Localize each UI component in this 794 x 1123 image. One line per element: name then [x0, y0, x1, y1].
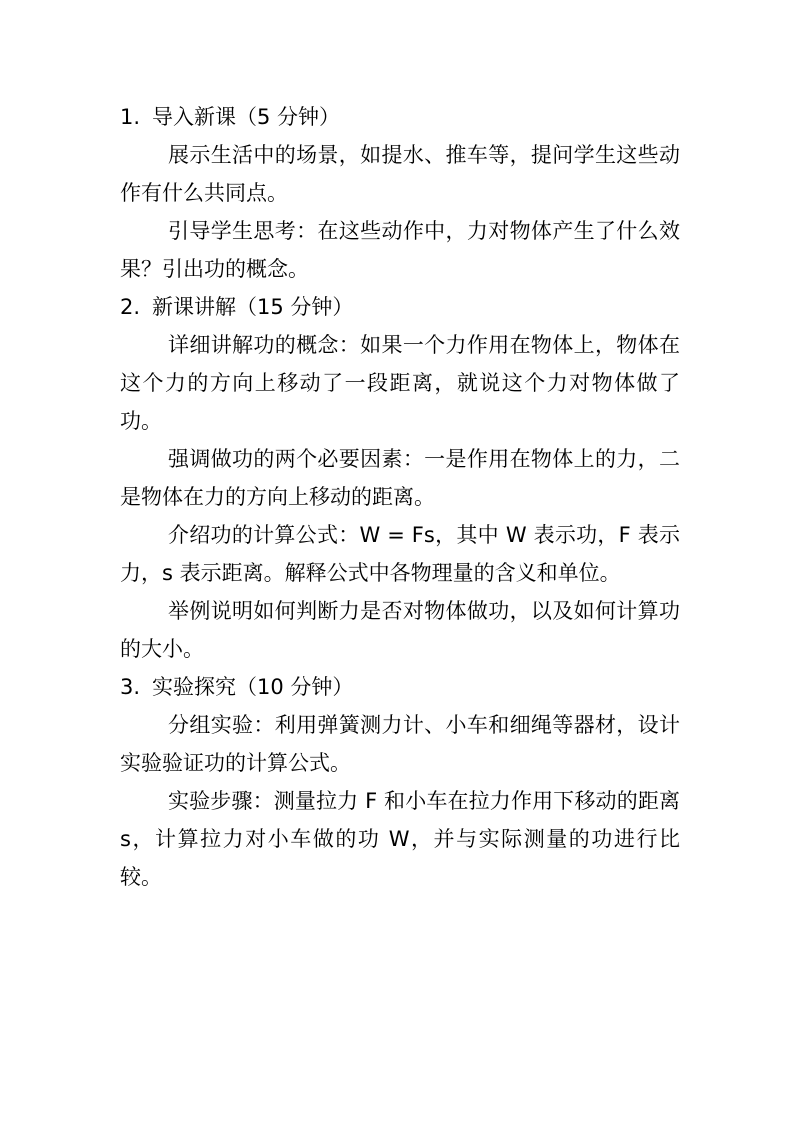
paragraph: 实验步骤：测量拉力 F 和小车在拉力作用下移动的距离 s，计算拉力对小车做的功 W，并与实际测量的功进行比较。 — [120, 789, 680, 889]
paragraph: 展示生活中的场景，如提水、推车等，提问学生这些动作有什么共同点。 — [120, 143, 680, 205]
document-body — [120, 98, 680, 896]
section-2 — [120, 288, 680, 668]
paragraph: 引导学生思考：在这些动作中，力对物体产生了什么效果？引出功的概念。 — [120, 219, 680, 281]
section-number: 2. — [120, 295, 141, 319]
section-1 — [120, 98, 680, 288]
paragraph: 强调做功的两个必要因素：一是作用在物体上的力，二是物体在力的方向上移动的距离。 — [120, 447, 680, 509]
paragraph: 分组实验：利用弹簧测力计、小车和细绳等器材，设计实验验证功的计算公式。 — [120, 713, 680, 775]
paragraph: 举例说明如何判断力是否对物体做功，以及如何计算功的大小。 — [120, 599, 680, 661]
section-heading — [120, 288, 680, 326]
section-heading — [120, 98, 680, 136]
section-number: 1. — [120, 105, 141, 129]
paragraph: 详细讲解功的概念：如果一个力作用在物体上，物体在这个力的方向上移动了一段距离，就说这个力对物体做了功。 — [120, 333, 680, 433]
section-heading — [120, 668, 680, 706]
section-title: 导入新课（5 分钟） — [152, 105, 341, 129]
section-3 — [120, 668, 680, 896]
paragraph: 介绍功的计算公式：W = Fs，其中 W 表示功，F 表示力，s 表示距离。解释公式中各物理量的含义和单位。 — [120, 523, 680, 585]
section-number: 3. — [120, 675, 141, 699]
section-title: 实验探究（10 分钟） — [152, 675, 354, 699]
section-title: 新课讲解（15 分钟） — [152, 295, 354, 319]
